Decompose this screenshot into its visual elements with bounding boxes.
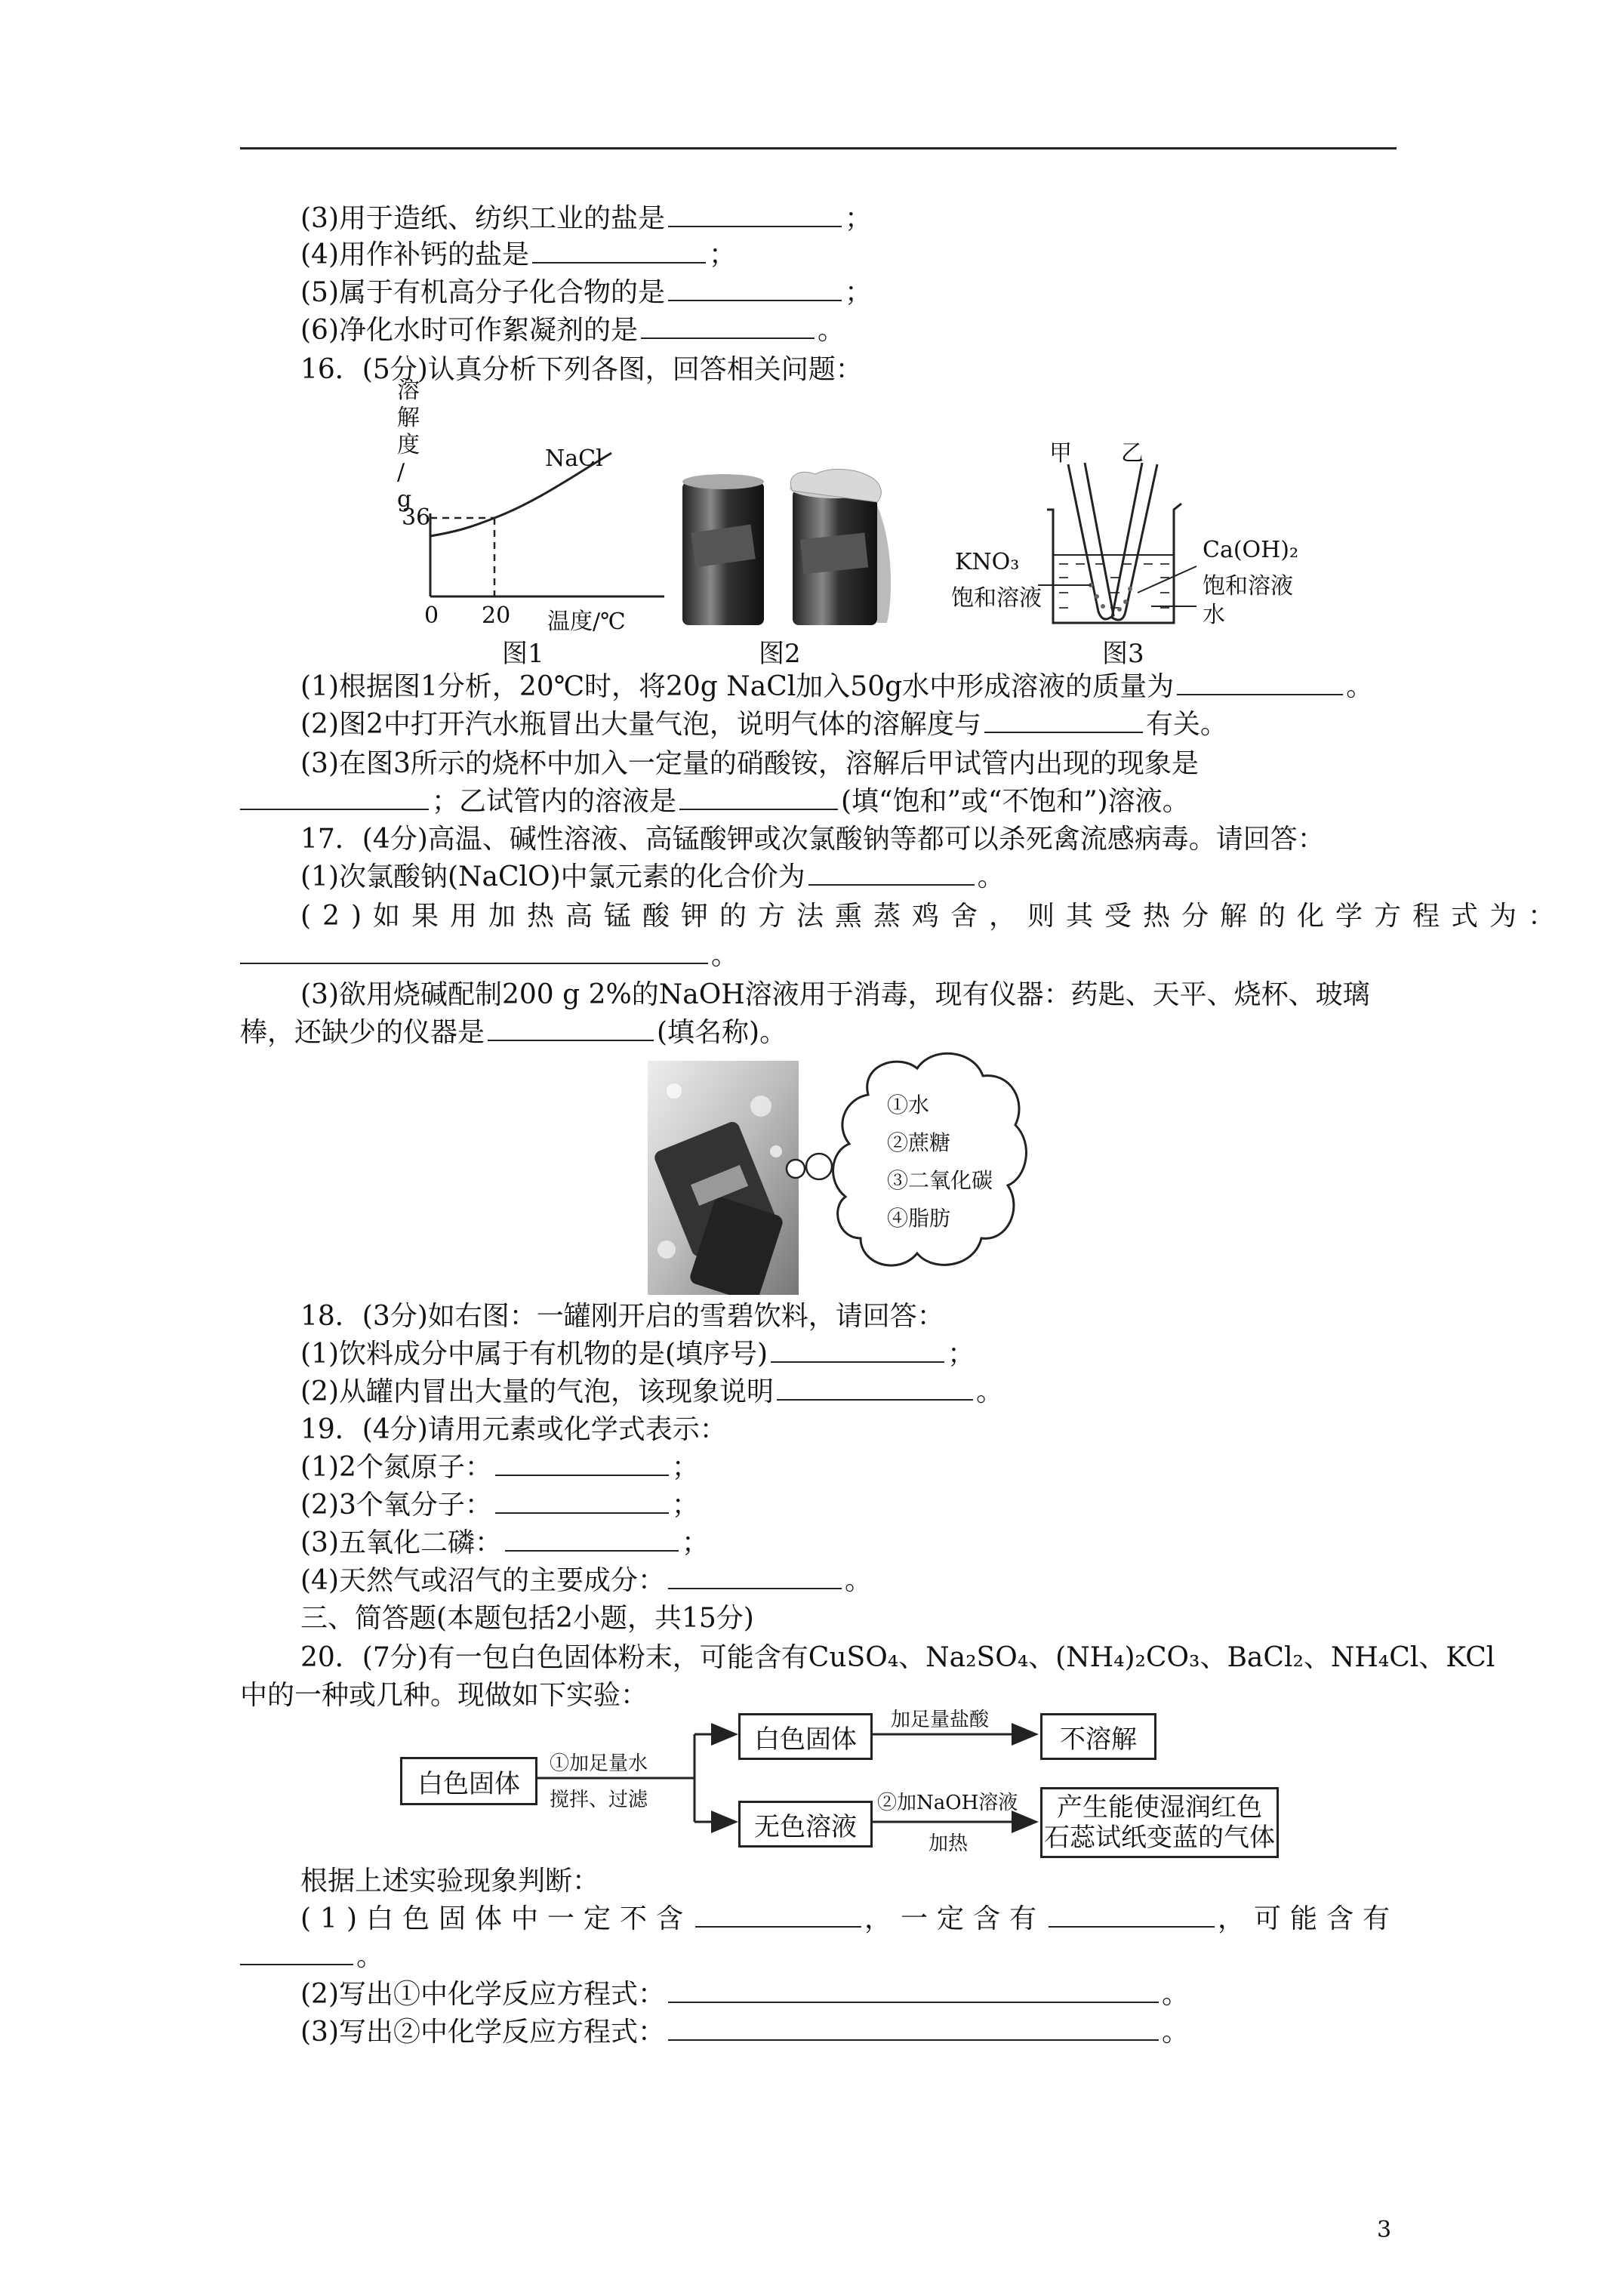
fig1-xtick-20: 20	[482, 603, 511, 629]
fig3-left-label-2: 饱和溶液	[951, 585, 1042, 612]
q19-part-1: (1)2个氮原子： ；	[300, 1452, 699, 1483]
q18-soda-photo	[648, 1061, 799, 1295]
fig3-tube-b-label: 乙	[1121, 440, 1144, 467]
figure-1-solubility-chart	[385, 378, 672, 634]
q18-intro: 18．(3分)如右图：一罐刚开启的雪碧饮料，请回答：	[300, 1301, 944, 1332]
flow-step2-bottom: 加热	[929, 1832, 969, 1855]
figure-3-beaker	[951, 434, 1317, 634]
page-number: 3	[1377, 2217, 1392, 2243]
tube-yi	[1112, 463, 1157, 620]
q20-intro-2: 中的一种或几种。现做如下实验：	[240, 1680, 648, 1711]
fig3-right-label-2: 饱和溶液	[1203, 573, 1293, 599]
q16-intro: 16．(5分)认真分析下列各图，回答相关问题：	[300, 354, 863, 385]
flow-box-solid: 白色固体	[738, 1713, 873, 1760]
q17-part-2: (2)如果用加热高锰酸钾的方法熏蒸鸡舍，则其受热分解的化学方程式为：	[300, 901, 1566, 932]
q19-part-4: (4)天然气或沼气的主要成分： 。	[300, 1565, 873, 1596]
q15-item-5: (5)属于有机高分子化合物的是 ；	[300, 277, 873, 308]
q18-thought-cloud	[785, 1042, 1034, 1291]
q20-part-1-blank: 。	[240, 1940, 383, 1973]
q17-part-3b: 棒，还缺少的仪器是 (填名称)。	[240, 1017, 787, 1048]
q15-item-6: (6)净化水时可作絮凝剂的是 。	[300, 315, 845, 346]
q16-part-3b: ；乙试管内的溶液是 (填“饱和”或“不饱和”)溶液。	[240, 785, 1190, 818]
fig2-caption: 图2	[759, 639, 801, 669]
fig1-curve-label: NaCl	[545, 445, 603, 472]
flow-step2-top: ②加NaOH溶液	[877, 1792, 1018, 1814]
q20-part-2: (2)写出①中化学反应方程式： 。	[300, 1979, 1190, 2010]
flow-box-result: 产生能使湿润红色 石蕊试纸变蓝的气体	[1040, 1787, 1279, 1858]
cloud-item-1: ①水	[887, 1093, 930, 1117]
fig1-xtick-0: 0	[424, 603, 439, 629]
q16-part-1: (1)根据图1分析，20℃时，将20g NaCl加入50g水中形成溶液的质量为 。	[300, 671, 1374, 702]
fig1-ytick-36: 36	[402, 504, 431, 531]
header-rule	[240, 147, 1397, 149]
flow-box-start: 白色固体	[400, 1757, 537, 1805]
q19-part-3: (3)五氧化二磷： ；	[300, 1527, 710, 1558]
fig1-caption: 图1	[502, 639, 544, 669]
cloud-item-2: ②蔗糖	[887, 1130, 951, 1155]
fig3-right-label-1: Ca(OH)₂	[1203, 537, 1299, 563]
q17-part-1: (1)次氯酸钠(NaClO)中氯元素的化合价为 。	[300, 861, 1005, 892]
q18-part-2: (2)从罐内冒出大量的气泡，该现象说明 。	[300, 1376, 1004, 1407]
q17-part-2-blank: 。	[240, 939, 738, 972]
q17-part-3a: (3)欲用烧碱配制200 g 2%的NaOH溶液用于消毒，现有仪器：药匙、天平、烧杯、玻璃	[300, 979, 1370, 1010]
q19-part-2: (2)3个氧分子： ；	[300, 1490, 699, 1521]
q18-part-1: (1)饮料成分中属于有机物的是(填序号) ；	[300, 1339, 975, 1370]
q20-part-3: (3)写出②中化学反应方程式： 。	[300, 2017, 1190, 2048]
q20-intro: 20．(7分)有一包白色固体粉末，可能含有CuSO₄、Na₂SO₄、(NH₄)₂CO₃、BaCl₂、NH₄Cl、KCl	[300, 1642, 1495, 1673]
q17-intro: 17．(4分)高温、碱性溶液、高锰酸钾或次氯酸钠等都可以杀死禽流感病毒。请回答：	[300, 824, 1325, 855]
cloud-item-4: ④脂肪	[887, 1206, 951, 1231]
fig3-caption: 图3	[1102, 639, 1144, 669]
flow-box-solution: 无色溶液	[738, 1801, 873, 1848]
section-3-heading: 三、简答题(本题包括2小题，共15分)	[300, 1603, 754, 1634]
flow-step1-bottom: 搅拌、过滤	[550, 1789, 648, 1811]
figure-2-soda-cans	[679, 461, 906, 630]
tube-jia	[1068, 463, 1113, 619]
q20-part-1: (1)白色固体中一定不含 ，一定含有 ，可能含有	[300, 1903, 1400, 1934]
fig1-xlabel: 温度/℃	[547, 609, 626, 635]
fig3-water-label: 水	[1203, 602, 1225, 628]
fig3-tube-a-label: 甲	[1049, 440, 1072, 467]
q16-part-2: (2)图2中打开汽水瓶冒出大量气泡，说明气体的溶解度与 有关。	[300, 709, 1227, 740]
q20-flowchart	[400, 1703, 1298, 1854]
q15-item-4: (4)用作补钙的盐是 ；	[300, 239, 737, 270]
q20-judge: 根据上述实验现象判断：	[300, 1866, 600, 1897]
q19-intro: 19．(4分)请用元素或化学式表示：	[300, 1414, 727, 1445]
fig3-left-label-1: KNO₃	[955, 549, 1020, 575]
flow-acid-label: 加足量盐酸	[891, 1709, 990, 1731]
flow-box-insoluble: 不溶解	[1040, 1713, 1156, 1760]
fig1-ylabel: 溶 解 度 / g	[397, 378, 420, 513]
cloud-item-3: ③二氧化碳	[887, 1168, 993, 1193]
flow-step1-top: ①加足量水	[550, 1752, 648, 1775]
q16-part-3a: (3)在图3所示的烧杯中加入一定量的硝酸铵，溶解后甲试管内出现的现象是	[300, 748, 1199, 779]
q15-item-3: (3)用于造纸、纺织工业的盐是 ；	[300, 203, 873, 234]
